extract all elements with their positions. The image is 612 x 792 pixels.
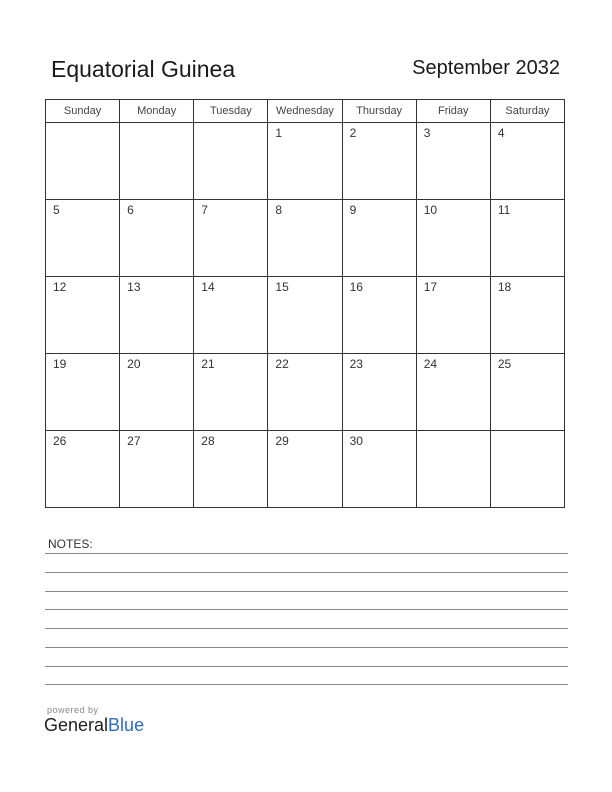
country-title: Equatorial Guinea <box>51 56 236 82</box>
day-number: 13 <box>127 280 141 294</box>
day-number: 2 <box>349 126 357 140</box>
day-number: 8 <box>275 203 283 217</box>
day-number: 12 <box>53 280 67 294</box>
day-cell <box>490 431 564 508</box>
day-number <box>46 123 119 126</box>
day-number: 26 <box>53 434 67 448</box>
weekday-tuesday: Tuesday <box>194 100 268 123</box>
day-cell <box>490 200 564 277</box>
day-number: 10 <box>423 203 438 217</box>
day-cell <box>120 354 194 431</box>
brand-general: General <box>44 715 109 735</box>
day-cell <box>342 123 416 200</box>
weekday-wednesday: Wednesday <box>268 100 342 123</box>
day-number: 7 <box>201 203 208 217</box>
week-row-2 <box>46 200 565 277</box>
note-line <box>45 572 568 573</box>
calendar-grid <box>45 99 565 508</box>
day-cell <box>416 277 490 354</box>
weekday-saturday: Saturday <box>490 100 564 123</box>
weekday-monday: Monday <box>120 100 194 123</box>
note-line <box>45 553 568 554</box>
day-cell <box>416 431 490 508</box>
day-number: 22 <box>275 357 289 371</box>
day-number: 1 <box>275 126 283 140</box>
day-cell <box>268 354 342 431</box>
brand-name <box>44 715 144 736</box>
day-cell <box>490 123 564 200</box>
weekday-header-row <box>46 100 565 123</box>
day-cell <box>342 354 416 431</box>
day-number: 17 <box>423 280 438 294</box>
day-cell <box>342 277 416 354</box>
day-number <box>491 431 564 434</box>
day-number: 4 <box>497 126 505 140</box>
note-line <box>45 591 568 592</box>
day-cell <box>120 200 194 277</box>
day-number: 23 <box>349 357 363 371</box>
weekday-friday: Friday <box>416 100 490 123</box>
day-number: 18 <box>497 280 512 294</box>
day-cell <box>416 200 490 277</box>
day-cell <box>120 277 194 354</box>
day-number <box>194 123 267 126</box>
day-cell <box>268 200 342 277</box>
weekday-sunday: Sunday <box>46 100 120 123</box>
week-row-4 <box>46 354 565 431</box>
weekday-thursday: Thursday <box>342 100 416 123</box>
day-number: 27 <box>127 434 141 448</box>
day-cell <box>194 200 268 277</box>
day-number: 9 <box>349 203 357 217</box>
day-cell <box>268 277 342 354</box>
day-cell <box>416 354 490 431</box>
day-number <box>417 431 490 434</box>
day-cell <box>268 431 342 508</box>
day-cell <box>194 123 268 200</box>
day-cell <box>416 123 490 200</box>
day-cell <box>46 123 120 200</box>
day-number: 15 <box>275 280 289 294</box>
day-number: 29 <box>275 434 289 448</box>
day-cell <box>490 277 564 354</box>
powered-by-text: powered by <box>47 705 99 715</box>
day-cell <box>490 354 564 431</box>
day-number: 25 <box>497 357 512 371</box>
note-line <box>45 628 568 629</box>
day-number: 24 <box>423 357 438 371</box>
notes-label: NOTES: <box>48 537 93 551</box>
note-line <box>45 666 568 667</box>
day-cell <box>46 277 120 354</box>
month-title: September 2032 <box>412 57 560 79</box>
generalblue-logo <box>44 705 144 736</box>
day-number: 16 <box>349 280 363 294</box>
day-cell <box>46 354 120 431</box>
day-cell <box>194 277 268 354</box>
day-number: 30 <box>349 434 363 448</box>
day-number: 11 <box>497 203 511 217</box>
day-number: 14 <box>201 280 215 294</box>
day-cell <box>194 431 268 508</box>
note-line <box>45 609 568 610</box>
day-number: 5 <box>53 203 60 217</box>
note-line <box>45 647 568 648</box>
day-number: 20 <box>127 357 141 371</box>
day-number: 28 <box>201 434 215 448</box>
week-row-3 <box>46 277 565 354</box>
day-number: 3 <box>423 126 431 140</box>
day-number: 19 <box>53 357 67 371</box>
day-cell <box>194 354 268 431</box>
day-number: 6 <box>127 203 134 217</box>
day-cell <box>120 123 194 200</box>
day-number <box>120 123 193 126</box>
day-cell <box>120 431 194 508</box>
day-cell <box>268 123 342 200</box>
day-cell <box>46 431 120 508</box>
day-cell <box>342 431 416 508</box>
day-cell <box>342 200 416 277</box>
day-cell <box>46 200 120 277</box>
note-line <box>45 684 568 685</box>
week-row-1 <box>46 123 565 200</box>
brand-blue: Blue <box>108 715 145 735</box>
week-row-5 <box>46 431 565 508</box>
day-number: 21 <box>201 357 215 371</box>
